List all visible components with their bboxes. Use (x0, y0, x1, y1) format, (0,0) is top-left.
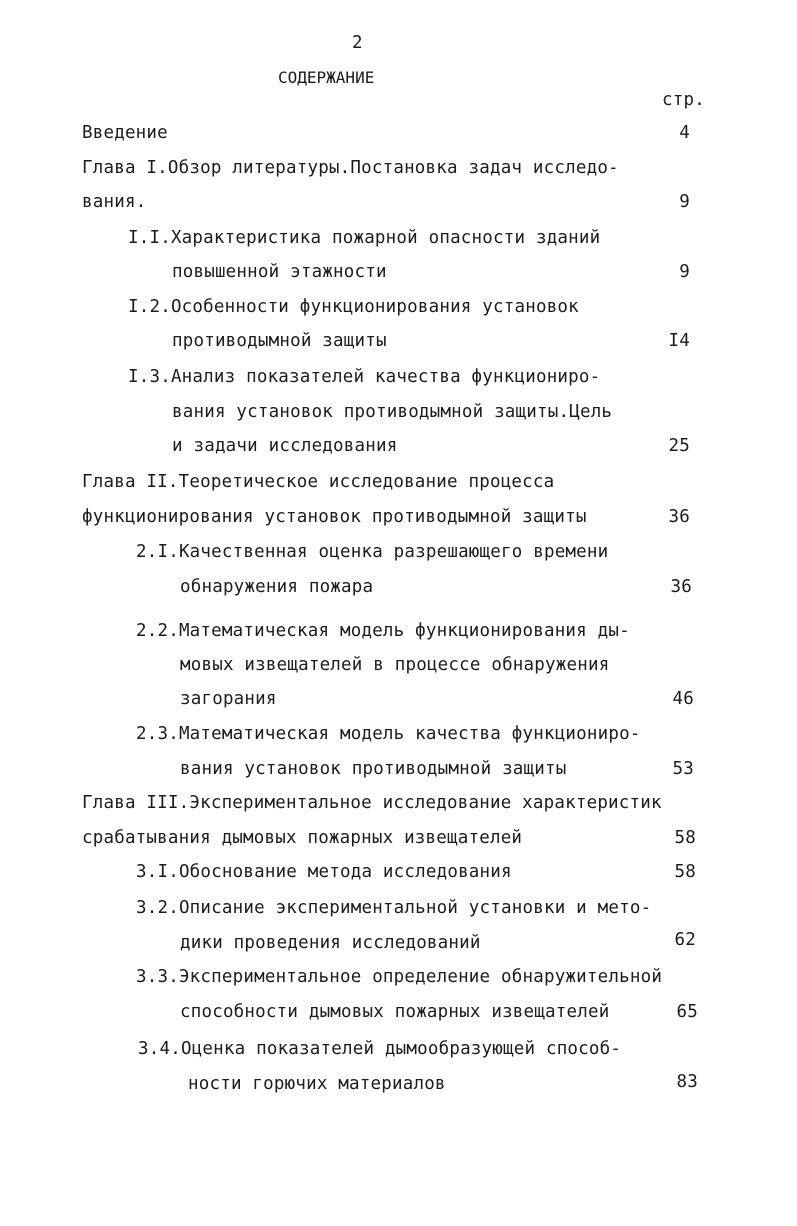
toc-entry-page: 9 (679, 192, 690, 212)
toc-entry-page: 36 (668, 507, 690, 527)
toc-entry-line: и задачи исследования (172, 436, 398, 456)
toc-entry-line: 2.I.Качественная оценка разрешающего времени (136, 542, 609, 562)
toc-entry-line: Глава II.Теоретическое исследование процесса (82, 472, 555, 492)
toc-entry-line: Введение (82, 123, 168, 143)
toc-entry-line: Глава III.Экспериментальное исследование характеристик (82, 793, 662, 813)
toc-entry-line: обнаружения пожара (180, 577, 374, 597)
toc-entry-page: 83 (676, 1072, 698, 1092)
toc-entry-line: 3.2.Описание экспериментальной установки и мето- (136, 898, 652, 918)
page-column-label: стр. (662, 90, 705, 110)
toc-entry-page: 58 (674, 862, 696, 882)
toc-entry-line: ности горючих материалов (188, 1074, 446, 1094)
toc-entry-line: вания. (82, 192, 147, 212)
toc-entry-page: 65 (676, 1002, 698, 1022)
toc-entry-line: I.3.Анализ показателей качества функциониро- (128, 367, 601, 387)
toc-entry-page: 9 (679, 262, 690, 282)
toc-entry-page: 25 (668, 436, 690, 456)
toc-entry-line: 2.2.Математическая модель функционирования ды- (136, 621, 630, 641)
toc-entry-page: 53 (672, 759, 694, 779)
toc-entry-line: дики проведения исследований (180, 933, 481, 953)
toc-entry-line: загорания (180, 689, 277, 709)
toc-entry-line: мовых извещателей в процессе обнаружения (180, 655, 610, 675)
toc-entry-page: 46 (672, 689, 694, 709)
page-number: 2 (352, 33, 363, 53)
toc-entry-line: срабатывания дымовых пожарных извещателей (82, 828, 523, 848)
toc-entry-line: 2.3.Математическая модель качества функциониро- (136, 724, 641, 744)
toc-entry-page: 58 (674, 828, 696, 848)
toc-title: СОДЕРЖАНИЕ (278, 68, 375, 87)
toc-entry-line: повышенной этажности (172, 262, 387, 282)
toc-entry-line: 3.4.Оценка показателей дымообразующей способ- (138, 1039, 622, 1059)
toc-entry-page: 36 (670, 577, 692, 597)
toc-entry-line: вания установок противодымной защиты (180, 759, 567, 779)
toc-entry-page: I4 (668, 331, 690, 351)
toc-entry-line: функционирования установок противодымной защиты (82, 507, 587, 527)
toc-entry-line: 3.3.Экспериментальное определение обнаружительной (136, 967, 663, 987)
toc-entry-line: противодымной защиты (172, 331, 387, 351)
toc-entry-line: Глава I.Обзор литературы.Постановка задач исследо- (82, 158, 619, 178)
toc-entry-line: I.I.Характеристика пожарной опасности зданий (128, 228, 601, 248)
toc-entry-line: вания установок противодымной защиты.Цель (172, 402, 613, 422)
toc-entry-line: 3.I.Обоснование метода исследования (136, 862, 512, 882)
toc-entry-line: I.2.Особенности функционирования установок (128, 297, 579, 317)
toc-entry-line: способности дымовых пожарных извещателей (180, 1002, 610, 1022)
toc-entry-page: 62 (674, 930, 696, 950)
toc-entry-page: 4 (679, 123, 690, 143)
